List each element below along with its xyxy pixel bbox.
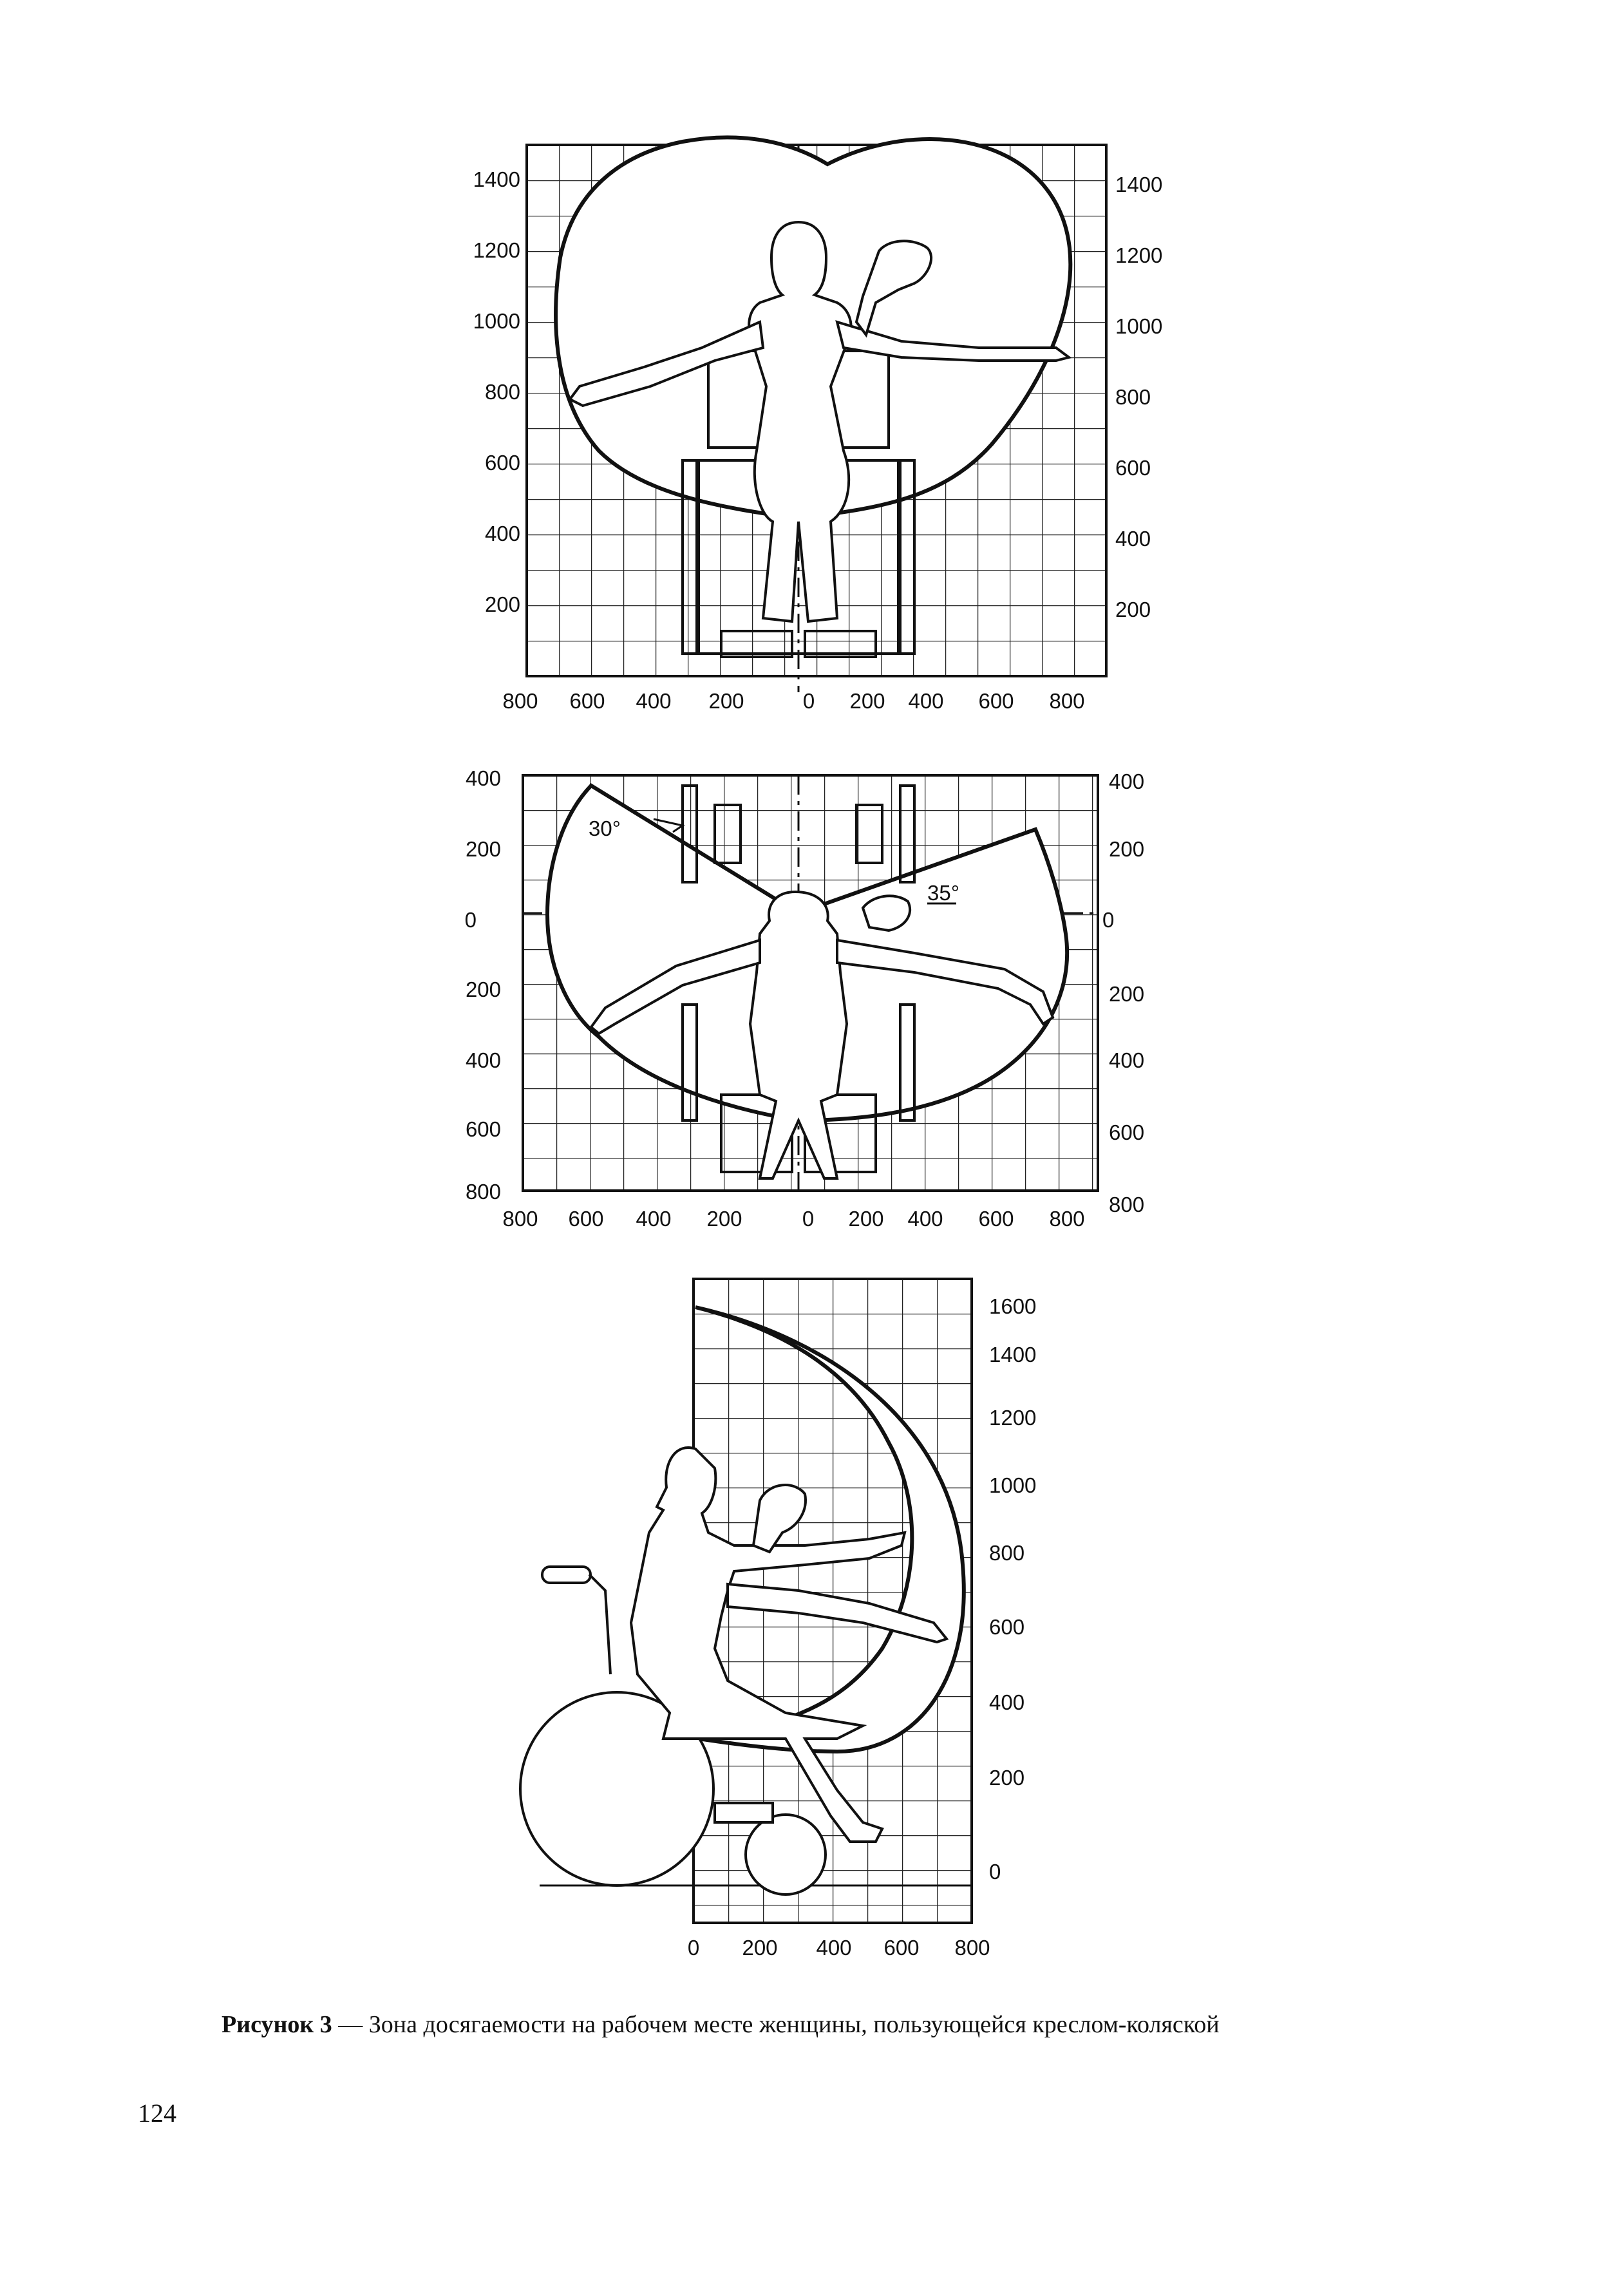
figure-2-x-label: 800 <box>1049 1207 1085 1231</box>
figure-1-x-label: 800 <box>502 689 538 713</box>
figure-1-y-left-label: 200 <box>484 592 520 616</box>
figure-3-y-label: 600 <box>989 1615 1025 1639</box>
figure-1-y-left-label: 400 <box>484 522 520 545</box>
page-number: 124 <box>138 2099 176 2128</box>
figure-2-y-right-label: 200 <box>1109 982 1145 1006</box>
figure-1-y-left-label: 1200 <box>473 238 520 262</box>
figure-3-side-view <box>520 1279 972 1923</box>
figure-1-y-right-label: 200 <box>1115 598 1151 621</box>
figure-2-x-label: 200 <box>706 1207 742 1231</box>
figure-3-y-label: 0 <box>989 1860 1001 1884</box>
figure-2-angle-right: 35° <box>927 881 959 905</box>
figure-1-y-right-label: 400 <box>1115 527 1151 551</box>
figure-2-x-label: 600 <box>978 1207 1014 1231</box>
figure-2-y-left-label: 800 <box>465 1180 501 1204</box>
figure-2-y-left-label: 400 <box>465 766 501 790</box>
figure-3-y-label: 200 <box>989 1766 1025 1790</box>
figure-2-y-right-label: 800 <box>1109 1193 1145 1216</box>
figure-caption-text: — Зона досягаемости на рабочем месте женщины, пользующейся креслом-коляской <box>332 2011 1220 2038</box>
figure-3-y-label: 1200 <box>989 1406 1037 1430</box>
figure-2-y-left-label: 200 <box>465 837 501 861</box>
figure-1-y-right-label: 1400 <box>1115 173 1163 196</box>
figure-3-x-label: 400 <box>816 1936 852 1960</box>
figure-1-x-label: 400 <box>636 689 672 713</box>
figure-2-x-label: 600 <box>568 1207 604 1231</box>
figure-1-y-right-label: 600 <box>1115 456 1151 480</box>
figure-1-y-left-label: 1000 <box>473 309 520 333</box>
figure-3-y-label: 1400 <box>989 1343 1037 1366</box>
figure-2-y-right-label: 400 <box>1109 1048 1145 1072</box>
figure-1-x-label: 200 <box>849 689 885 713</box>
figure-2-y-left-label: 400 <box>465 1048 501 1072</box>
figure-2-x-label: 200 <box>848 1207 884 1231</box>
figure-2-angle-left: 30° <box>589 817 621 840</box>
figure-1-y-right-label: 1000 <box>1115 314 1163 338</box>
figure-1-y-right-label: 1200 <box>1115 243 1163 267</box>
figure-2-x-label: 0 <box>802 1207 815 1231</box>
figure-3-x-label: 0 <box>687 1936 700 1960</box>
figure-2-x-label: 800 <box>502 1207 538 1231</box>
figure-1-x-label: 400 <box>908 689 944 713</box>
figure-3-y-label: 1600 <box>989 1294 1037 1318</box>
figure-caption-prefix: Рисунок 3 <box>222 2011 332 2038</box>
figure-2-y-left-label: 600 <box>465 1117 501 1141</box>
figure-3-x-label: 800 <box>954 1936 990 1960</box>
figure-3-x-label: 600 <box>883 1936 920 1960</box>
figure-2-y-left-label: 0 <box>464 908 477 932</box>
figure-2-y-left-label: 200 <box>465 978 501 1001</box>
figure-1-y-left-label: 800 <box>484 380 520 404</box>
figure-3-y-label: 800 <box>989 1541 1025 1565</box>
figure-2-x-label: 400 <box>636 1207 672 1231</box>
figure-1-x-label: 800 <box>1049 689 1085 713</box>
figure-3-y-label: 1000 <box>989 1473 1037 1497</box>
figure-2-y-right-label: 200 <box>1109 837 1145 861</box>
figure-1-x-label: 0 <box>802 689 815 713</box>
figure-1-y-left-label: 1400 <box>473 167 520 191</box>
figure-3-x-label: 200 <box>742 1936 778 1960</box>
figure-1-y-right-label: 800 <box>1115 385 1151 409</box>
figure-1-x-label: 200 <box>708 689 744 713</box>
figure-caption <box>222 2010 1445 2039</box>
figure-1-x-label: 600 <box>978 689 1014 713</box>
figure-1-x-label: 600 <box>569 689 605 713</box>
figure-2-y-right-label: 0 <box>1102 908 1115 932</box>
figure-2-x-label: 400 <box>907 1207 943 1231</box>
figure-1-front-view <box>527 137 1106 692</box>
figure-3-y-label: 400 <box>989 1690 1025 1714</box>
figure-2-y-right-label: 600 <box>1109 1120 1145 1144</box>
figure-1-y-left-label: 600 <box>484 451 520 475</box>
figure-2-y-right-label: 400 <box>1109 770 1145 793</box>
